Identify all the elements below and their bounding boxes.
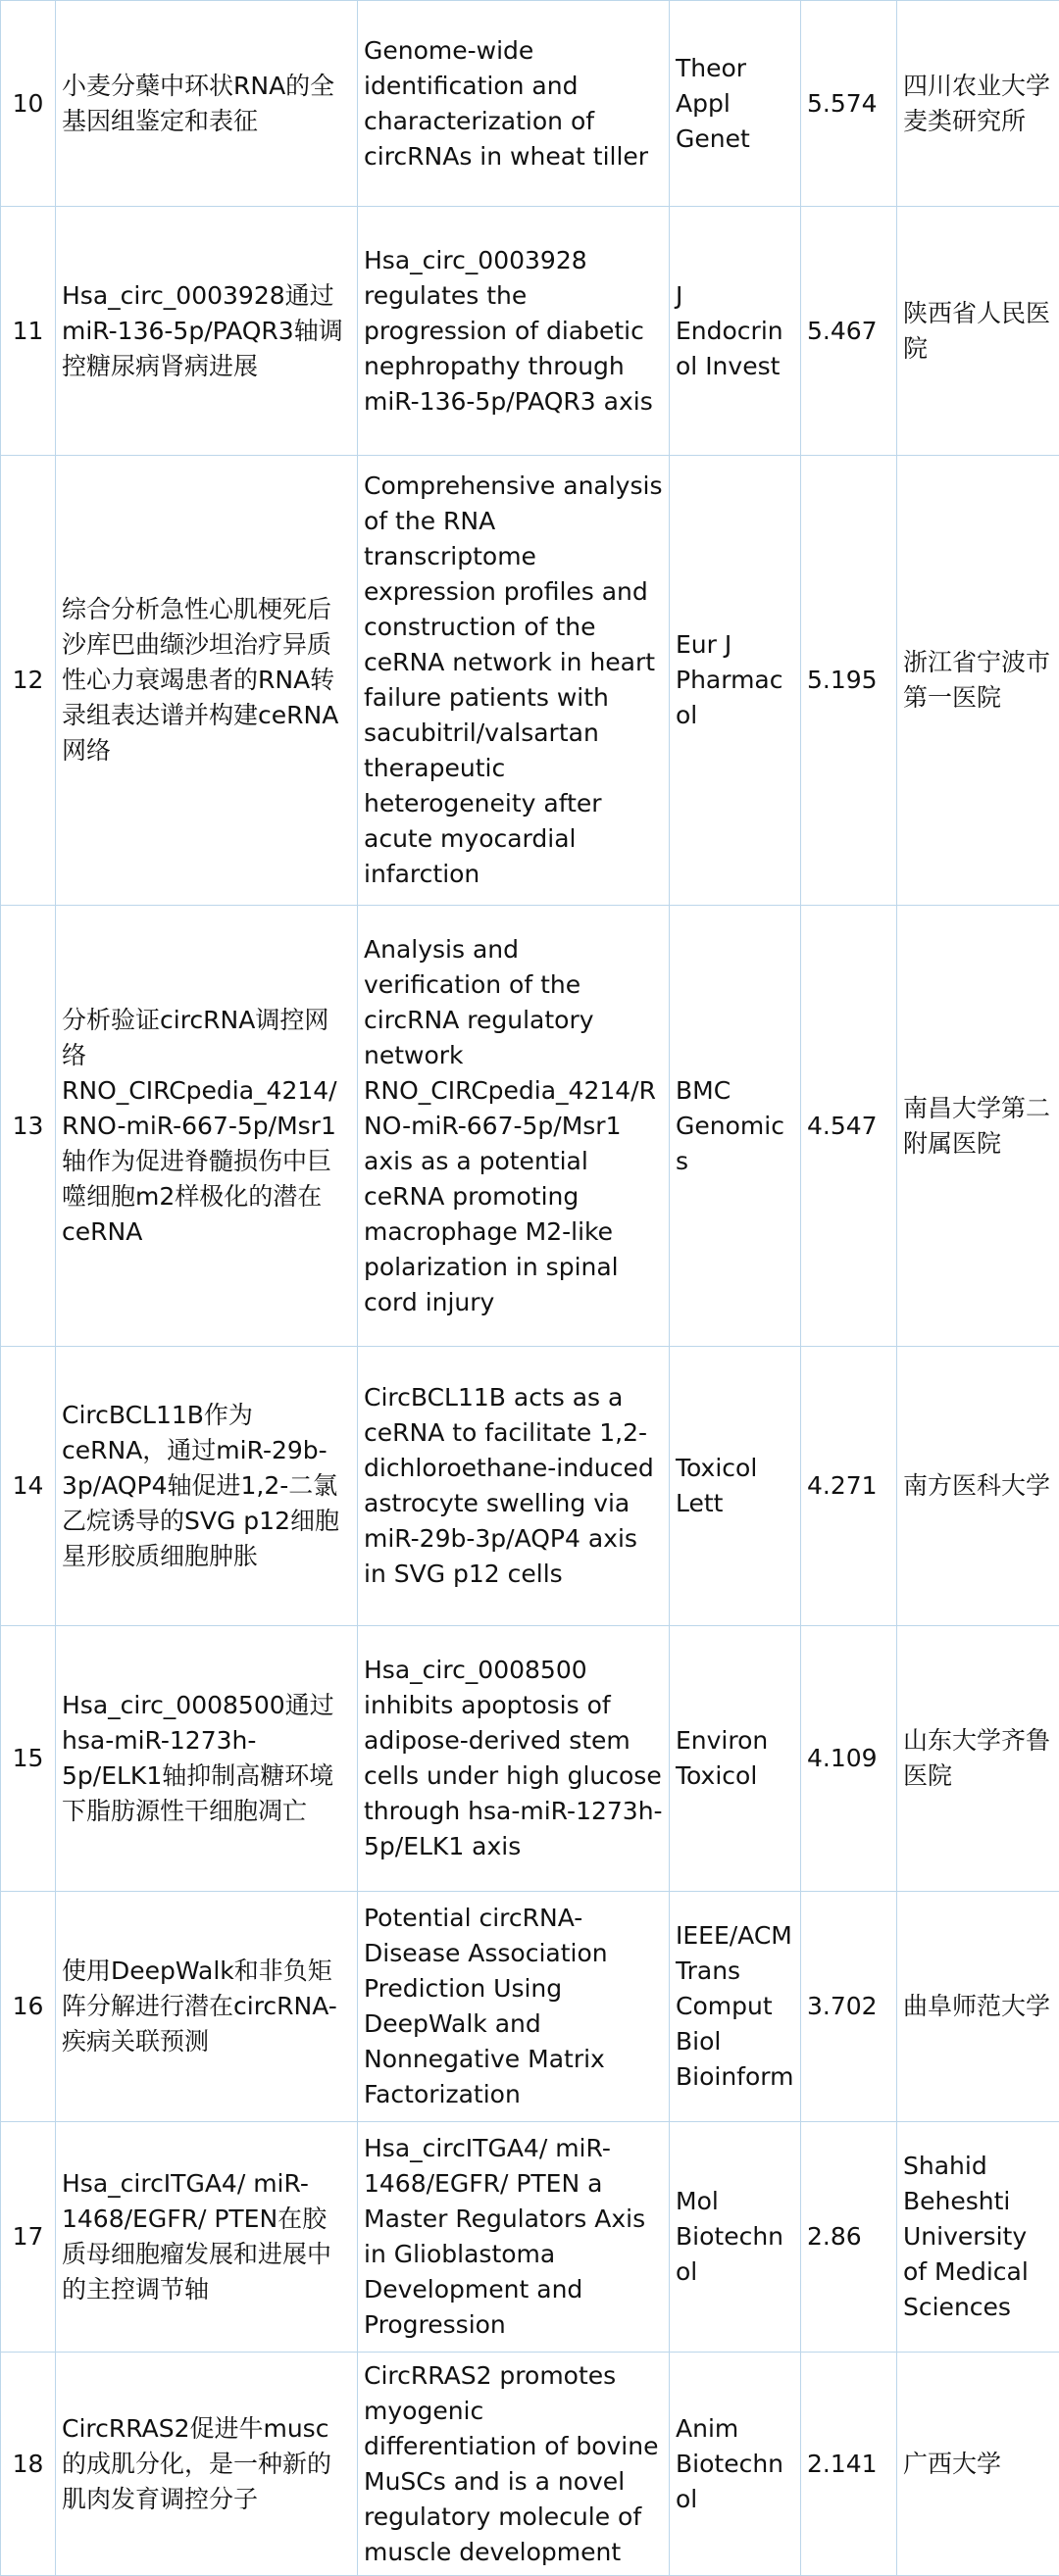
english-title: Hsa_circITGA4/ miR-1468/EGFR/ PTEN a Master Regulators Axis in Glioblastoma Development and Progression [358,2122,670,2353]
institution: Shahid Beheshti University of Medical Sciences [897,2122,1059,2353]
table-row [1,456,1059,906]
journal-name: Anim Biotechnol [670,2353,801,2576]
institution: 曲阜师范大学 [897,1892,1059,2122]
journal-name: BMC Genomics [670,906,801,1347]
table-row [1,906,1059,1347]
journal-name: Environ Toxicol [670,1626,801,1892]
institution: 南方医科大学 [897,1347,1059,1626]
english-title: Analysis and verification of the circRNA regulatory network RNO_CIRCpedia_4214/RNO-miR-667-5p/Msr1 axis as a potential ceRNA promoting macrophage M2-like polarization in spinal cord injury [358,906,670,1347]
chinese-title: 综合分析急性心肌梗死后沙库巴曲缬沙坦治疗异质性心力衰竭患者的RNA转录组表达谱并构建ceRNA网络 [56,456,358,906]
institution: 浙江省宁波市第一医院 [897,456,1059,906]
journal-name: Mol Biotechnol [670,2122,801,2353]
row-index: 12 [1,456,56,906]
row-index: 10 [1,1,56,207]
row-index: 11 [1,207,56,456]
chinese-title: 小麦分蘖中环状RNA的全基因组鉴定和表征 [56,1,358,207]
table-row [1,1892,1059,2122]
journal-name: IEEE/ACM Trans Comput Biol Bioinform [670,1892,801,2122]
journal-name: Toxicol Lett [670,1347,801,1626]
table-row [1,2353,1059,2576]
institution: 陕西省人民医院 [897,207,1059,456]
impact-factor: 5.195 [801,456,897,906]
row-index: 18 [1,2353,56,2576]
row-index: 15 [1,1626,56,1892]
chinese-title: Hsa_circITGA4/ miR-1468/EGFR/ PTEN在胶质母细胞瘤发展和进展中的主控调节轴 [56,2122,358,2353]
impact-factor: 5.467 [801,207,897,456]
row-index: 17 [1,2122,56,2353]
chinese-title: Hsa_circ_0008500通过hsa-miR-1273h-5p/ELK1轴抑制高糖环境下脂肪源性干细胞凋亡 [56,1626,358,1892]
chinese-title: 使用DeepWalk和非负矩阵分解进行潜在circRNA-疾病关联预测 [56,1892,358,2122]
english-title: CircBCL11B acts as a ceRNA to facilitate 1,2-dichloroethane-induced astrocyte swelling via miR-29b-3p/AQP4 axis in SVG p12 cells [358,1347,670,1626]
impact-factor: 2.86 [801,2122,897,2353]
english-title: Potential circRNA-Disease Association Prediction Using DeepWalk and Nonnegative Matrix Factorization [358,1892,670,2122]
table-row [1,2122,1059,2353]
impact-factor: 5.574 [801,1,897,207]
chinese-title: CircRRAS2促进牛musc的成肌分化，是一种新的肌肉发育调控分子 [56,2353,358,2576]
chinese-title: 分析验证circRNA调控网络RNO_CIRCpedia_4214/RNO-miR-667-5p/Msr1轴作为促进脊髓损伤中巨噬细胞m2样极化的潜在ceRNA [56,906,358,1347]
journal-name: Theor Appl Genet [670,1,801,207]
table-row [1,1347,1059,1626]
table-row [1,207,1059,456]
impact-factor: 4.109 [801,1626,897,1892]
english-title: Genome-wide identification and characterization of circRNAs in wheat tiller [358,1,670,207]
english-title: Comprehensive analysis of the RNA transcriptome expression profiles and construction of the ceRNA network in heart failure patients with sacubitril/valsartan therapeutic heterogeneity after acute myocardial infarction [358,456,670,906]
english-title: Hsa_circ_0003928 regulates the progression of diabetic nephropathy through miR-136-5p/PAQR3 axis [358,207,670,456]
impact-factor: 2.141 [801,2353,897,2576]
journal-name: Eur J Pharmacol [670,456,801,906]
impact-factor: 4.547 [801,906,897,1347]
table-row [1,1,1059,207]
institution: 四川农业大学麦类研究所 [897,1,1059,207]
table-row [1,1626,1059,1892]
paper-table-body [1,1,1059,2576]
english-title: Hsa_circ_0008500 inhibits apoptosis of adipose-derived stem cells under high glucose through hsa-miR-1273h-5p/ELK1 axis [358,1626,670,1892]
institution: 山东大学齐鲁医院 [897,1626,1059,1892]
institution: 南昌大学第二附属医院 [897,906,1059,1347]
institution: 广西大学 [897,2353,1059,2576]
chinese-title: Hsa_circ_0003928通过miR-136-5p/PAQR3轴调控糖尿病肾病进展 [56,207,358,456]
english-title: CircRRAS2 promotes myogenic differentiation of bovine MuSCs and is a novel regulatory molecule of muscle development [358,2353,670,2576]
row-index: 13 [1,906,56,1347]
row-index: 16 [1,1892,56,2122]
chinese-title: CircBCL11B作为ceRNA，通过miR-29b-3p/AQP4轴促进1,2-二氯乙烷诱导的SVG p12细胞星形胶质细胞肿胀 [56,1347,358,1626]
row-index: 14 [1,1347,56,1626]
impact-factor: 4.271 [801,1347,897,1626]
journal-name: J Endocrinol Invest [670,207,801,456]
impact-factor: 3.702 [801,1892,897,2122]
